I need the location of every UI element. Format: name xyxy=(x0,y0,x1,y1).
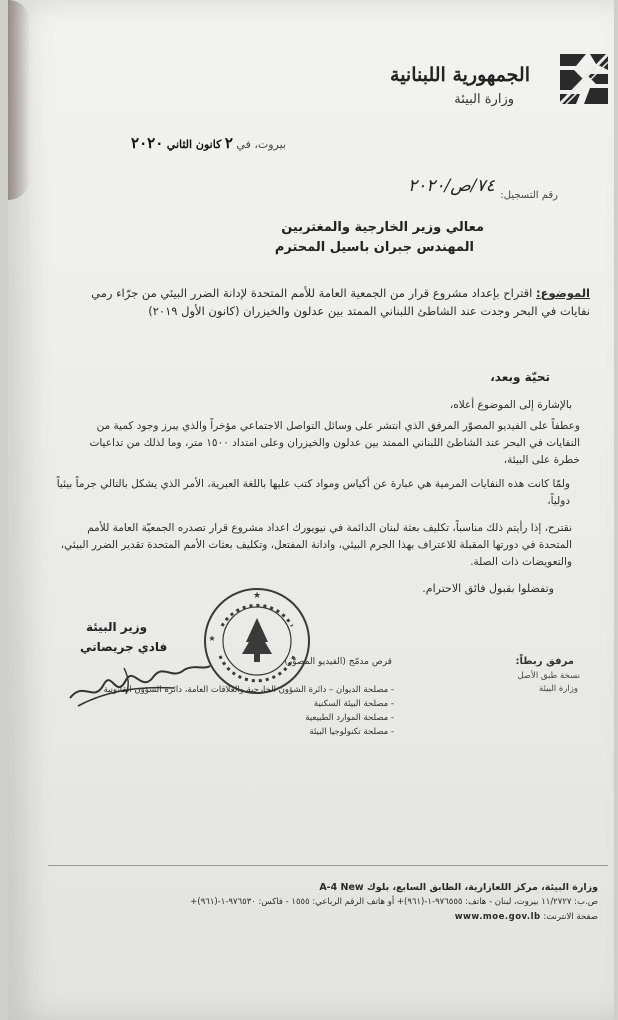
svg-text:★: ★ xyxy=(208,634,216,643)
date-year: ٢٠٢٠ xyxy=(131,134,164,152)
registration-label: رقم التسجيل: xyxy=(500,190,558,201)
paragraph-waste: ولمّا كانت هذه النفايات المرمية هي عبارة عن أكياس ومواد كتب عليها باللغة العبرية، الأمر الذي يشكل بالتالي جرماً بيئياً دولياً، xyxy=(56,478,570,507)
date-city-label: بيروت، في xyxy=(236,138,286,151)
ministry-stamp-icon xyxy=(202,586,312,696)
footer-divider xyxy=(48,865,608,866)
subject-block xyxy=(90,284,590,320)
signatory-name: فادي جريصاتي xyxy=(80,640,168,654)
attachment-ministry-note: وزارة البيئة xyxy=(538,684,578,694)
paragraph-proposal: نقترح، إذا رأيتم ذلك مناسباً، تكليف بعثة لبنان الدائمة في نيويورك اعداد مشروع قرار تصدره الجمعيّة العامة للأمم المتحدة في دورتها المقبلة للاعتراف بهذا الجرم البيئي، وادانة المفتعل، وتكليف بعثات الأمم المتحدة تقدير الضرر البيئي، والتعويضات ذات الصلة. xyxy=(60,522,572,568)
footer-contacts: ص.ب: ١١/٢٧٢٧ بيروت، لبنان - هاتف: ٩٧٦٥٥٥-١-(٩٦١)+ أو هاتف الرقم الرباعي: ١٥٥٥ - فاكس: ٩٧٦٥٣٠-١-(٩٦١)+ xyxy=(190,897,598,907)
attachment-label: مرفق ربطاً: xyxy=(515,656,574,667)
cc-item: - مصلحة البيئة السكنية xyxy=(313,699,394,709)
letter-page xyxy=(8,0,614,1020)
republic-name: الجمهورية اللبنانية xyxy=(390,64,530,86)
signatory-title: وزير البيئة xyxy=(86,620,148,634)
svg-text:★: ★ xyxy=(252,591,262,601)
cc-item: - مصلحة الموارد الطبيعية xyxy=(305,713,394,723)
cc-item: - مصلحة الديوان – دائرة الشؤون الخارجية والعلاقات العامة، دائرة الشؤون القانونية xyxy=(103,685,394,695)
ministry-logo-icon xyxy=(556,50,612,108)
date-month: كانون الثاني xyxy=(166,138,222,151)
date-day: ٢ xyxy=(224,134,233,152)
addressee-name: المهندس جبران باسيل المحترم xyxy=(274,240,474,255)
paragraph-video: وعطفاً على الفيديو المصوّر المرفق الذي انتشر على وسائل التواصل الاجتماعي مؤخراً والذي يبرز وجود كمية من النفايات في البحر عند الشاطئ اللبناني الممتد بين عدلون والخيزران وعلى امتداد ١٥٠٠ متر، وما لذلك من تداعيات خطرة على البيئة، xyxy=(89,420,580,466)
subject-label: الموضوع: xyxy=(536,286,590,300)
thumb-shadow xyxy=(8,0,30,200)
cc-item: - مصلحة تكنولوجيا البيئة xyxy=(309,727,394,737)
enclosure-item: قرص مدمّج (الفيديو المصوّر) xyxy=(284,657,392,667)
registration-number: ٧٤/ص/٢٠٢٠ xyxy=(408,176,495,196)
subject-text: اقتراح بإعداد مشروع قرار من الجمعية العامة للأمم المتحدة لإدانة الضرر البيئي من جرّاء رمي نفايات في البحر وجدت عند الشاطئ اللبناني الممتد بين عدلون والخيزران (كانون الأول ٢٠١٩) xyxy=(91,286,590,318)
greeting: تحيّة وبعد، xyxy=(490,370,550,384)
date-line xyxy=(66,134,286,152)
addressee-title: معالي وزير الخارجية والمغتربين xyxy=(281,220,484,235)
ministry-name: وزارة البيئة xyxy=(454,92,514,107)
paragraph-reference: بالإشارة إلى الموضوع أعلاه، xyxy=(449,399,572,411)
footer-web-label: صفحة الانترنت: xyxy=(543,912,598,922)
footer-website-link[interactable]: www.moe.gov.lb xyxy=(454,912,541,922)
footer xyxy=(38,880,598,925)
attachment-copy-note: نسخة طبق الأصل xyxy=(517,671,580,681)
footer-address: وزارة البيئة، مركز اللعازارية، الطابق السابع، بلوك A-4 New xyxy=(319,882,598,893)
closing-line: وتفضلوا بقبول فائق الاحترام. xyxy=(422,582,554,595)
